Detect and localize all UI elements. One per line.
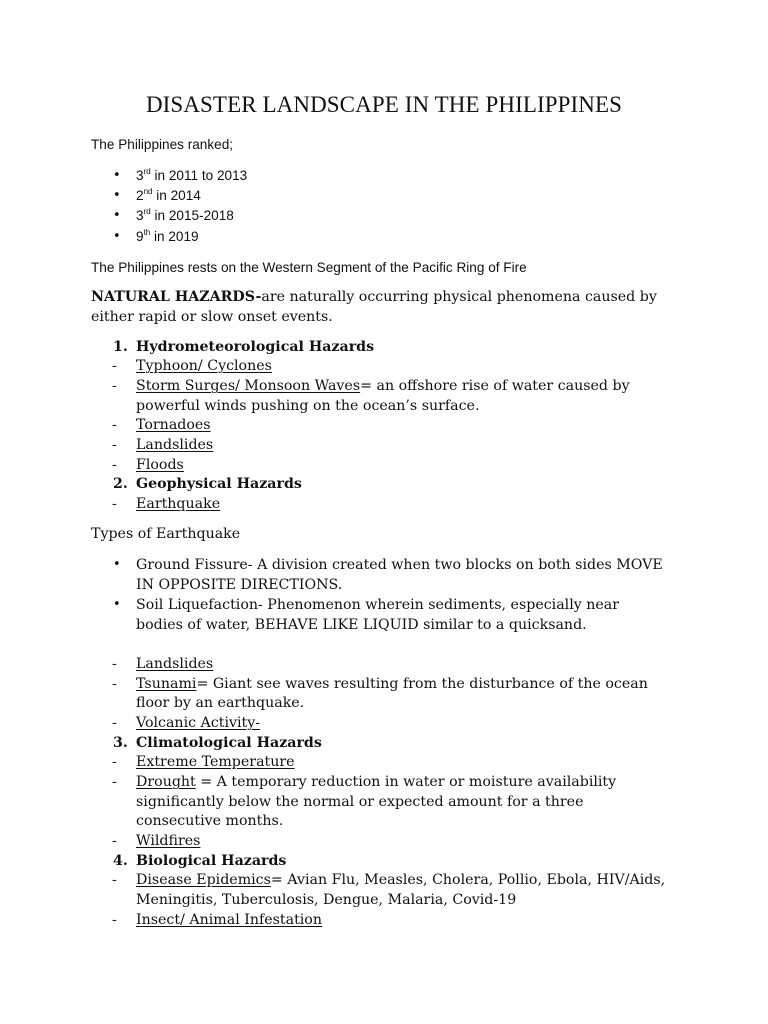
dash-marker: - <box>112 774 117 790</box>
natural-hazards-line-1: NATURAL HAZARDS-are naturally occurring physical phenomena caused by <box>91 289 657 305</box>
bio-heading: Biological Hazards <box>136 853 287 869</box>
dash-marker: - <box>112 912 117 928</box>
landslides-item: Landslides <box>136 437 214 453</box>
bullet-icon: • <box>113 168 121 183</box>
hydro-heading: Hydrometeorological Hazards <box>136 339 375 355</box>
dash-marker: - <box>112 656 117 672</box>
floods-item: Floods <box>136 457 184 473</box>
ranking-item: 3rd in 2011 to 2013 <box>136 167 248 183</box>
dash-marker: - <box>112 378 117 394</box>
ring-of-fire-text: The Philippines rests on the Western Segment of the Pacific Ring of Fire <box>91 260 527 275</box>
bullet-icon: • <box>113 188 121 203</box>
insect-item: Insect/ Animal Infestation <box>136 912 322 928</box>
dash-marker: - <box>112 496 117 512</box>
bullet-icon: • <box>113 597 121 612</box>
natural-hazards-term: NATURAL HAZARDS- <box>91 289 262 305</box>
bullet-icon: • <box>113 557 121 572</box>
geo-heading: Geophysical Hazards <box>136 476 302 492</box>
ranking-item: 9th in 2019 <box>136 228 199 244</box>
dash-marker: - <box>112 358 117 374</box>
disease-cont: Meningitis, Tuberculosis, Dengue, Malaria, Covid-19 <box>136 892 517 908</box>
section-number: 4. <box>113 853 128 869</box>
dash-marker: - <box>112 437 117 453</box>
landslides-item-2: Landslides <box>136 656 214 672</box>
dash-marker: - <box>112 833 117 849</box>
section-number: 1. <box>113 339 128 355</box>
natural-hazards-line-2: either rapid or slow onset events. <box>91 309 333 325</box>
dash-marker: - <box>112 754 117 770</box>
ranking-item: 3rd in 2015-2018 <box>136 207 234 223</box>
dash-marker: - <box>112 715 117 731</box>
section-number: 3. <box>113 735 128 751</box>
dash-marker: - <box>112 417 117 433</box>
extreme-temp-item: Extreme Temperature <box>136 754 295 770</box>
section-number: 2. <box>113 476 128 492</box>
volcanic-item: Volcanic Activity- <box>136 715 261 731</box>
tsunami-cont: floor by an earthquake. <box>136 695 305 711</box>
storm-surges-cont: powerful winds pushing on the ocean’s surface. <box>136 398 480 414</box>
wildfires-item: Wildfires <box>136 833 201 849</box>
types-heading: Types of Earthquake <box>91 526 241 542</box>
ranked-intro: The Philippines ranked; <box>91 137 234 152</box>
storm-surges-item: Storm Surges/ Monsoon Waves= an offshore rise of water caused by <box>136 378 630 394</box>
dash-marker: - <box>112 872 117 888</box>
typhoon-item: Typhoon/ Cyclones <box>136 358 272 374</box>
ranking-item: 2nd in 2014 <box>136 187 201 203</box>
disease-item: Disease Epidemics= Avian Flu, Measles, Cholera, Pollio, Ebola, HIV/Aids, <box>136 872 666 888</box>
clim-heading: Climatological Hazards <box>136 735 322 751</box>
tornadoes-item: Tornadoes <box>136 417 211 433</box>
drought-cont-2: consecutive months. <box>136 813 284 829</box>
drought-cont-1: significantly below the normal or expected amount for a three <box>136 794 584 810</box>
ground-fissure-line-2: IN OPPOSITE DIRECTIONS. <box>136 577 343 593</box>
earthquake-item: Earthquake <box>136 496 221 512</box>
dash-marker: - <box>112 676 117 692</box>
soil-line-1: Soil Liquefaction- Phenomenon wherein sediments, especially near <box>136 597 620 613</box>
dash-marker: - <box>112 457 117 473</box>
ground-fissure-line-1: Ground Fissure- A division created when two blocks on both sides MOVE <box>136 557 663 573</box>
page-title: DISASTER LANDSCAPE IN THE PHILIPPINES <box>145 92 623 117</box>
tsunami-item: Tsunami= Giant see waves resulting from the disturbance of the ocean <box>136 676 648 692</box>
soil-line-2: bodies of water, BEHAVE LIKE LIQUID similar to a quicksand. <box>136 617 587 633</box>
bullet-icon: • <box>113 229 121 244</box>
drought-item: Drought = A temporary reduction in water or moisture availability <box>136 774 617 790</box>
bullet-icon: • <box>113 208 121 223</box>
